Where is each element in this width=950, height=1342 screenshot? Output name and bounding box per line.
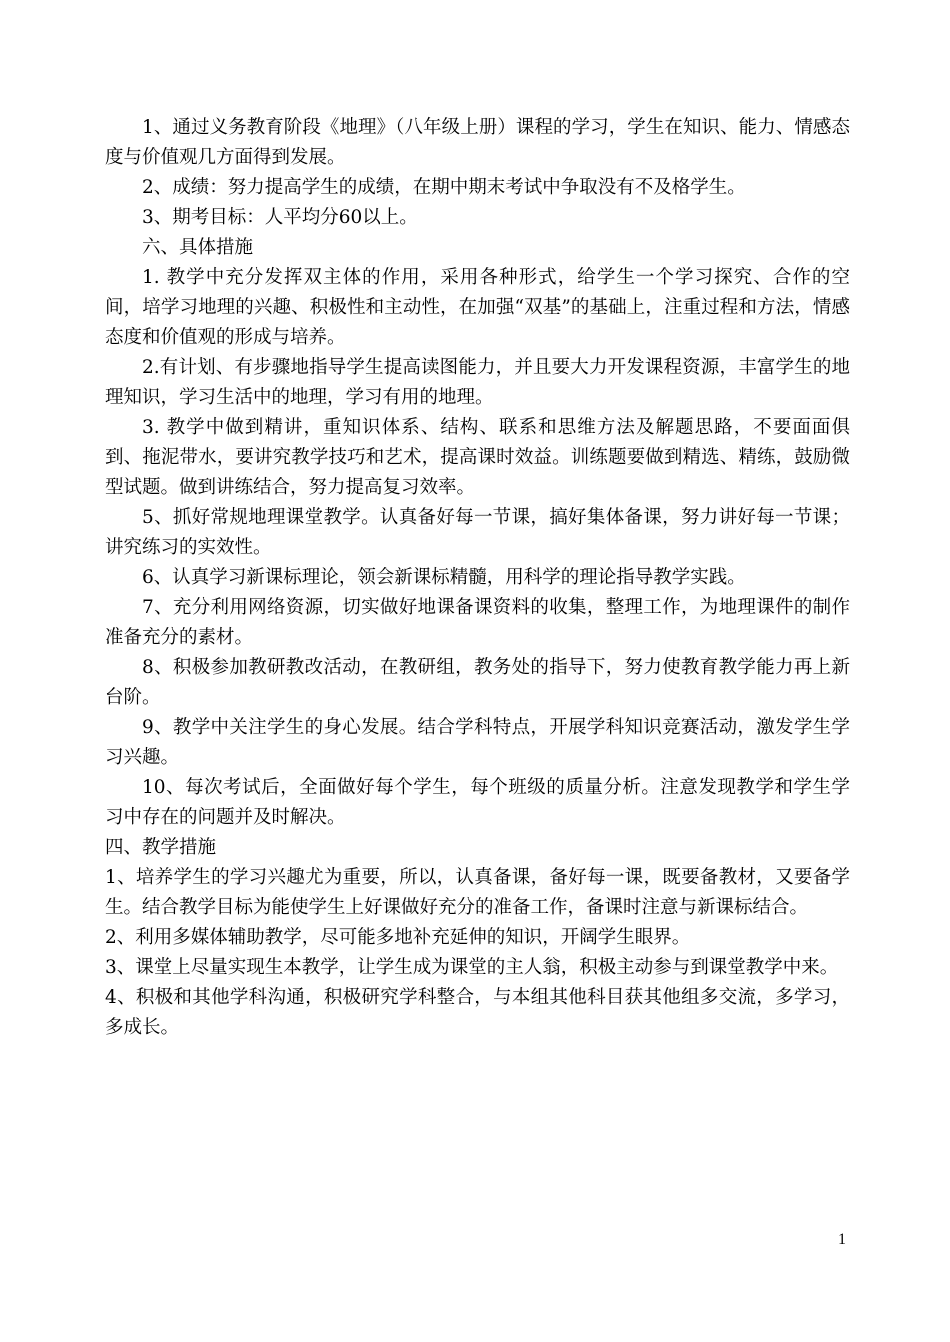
paragraph-measure-6: 6、认真学习新课标理论，领会新课标精髓，用科学的理论指导教学实践。 [142, 567, 746, 588]
paragraph-teaching-2: 2、利用多媒体辅助教学，尽可能多地补充延伸的知识，开阔学生眼界。 [105, 927, 691, 948]
paragraph-measure-8: 8、积极参加教研教改活动，在教研组，教务处的指导下，努力使教育教学能力再上新台阶。 [105, 657, 850, 708]
paragraph-teaching-3: 3、课堂上尽量实现生本教学，让学生成为课堂的主人翁，积极主动参与到课堂教学中来。 [105, 957, 839, 978]
section-heading-specific-measures: 六、具体措施 [142, 237, 254, 258]
paragraph-teaching-4: 4、积极和其他学科沟通，积极研究学科整合，与本组其他科目获其他组多交流，多学习，多成长。 [105, 987, 850, 1038]
paragraph-measure-7: 7、充分利用网络资源，切实做好地课备课资料的收集，整理工作，为地理课件的制作准备充分的素材。 [105, 597, 850, 648]
paragraph-measure-2: 2.有计划、有步骤地指导学生提高读图能力，并且要大力开发课程资源，丰富学生的地理知识，学习生活中的地理，学习有用的地理。 [105, 357, 850, 408]
paragraph-measure-5: 5、抓好常规地理课堂教学。认真备好每一节课，搞好集体备课，努力讲好每一节课；讲究练习的实效性。 [105, 507, 850, 558]
document-body [105, 113, 850, 1043]
paragraph-measure-10: 10、每次考试后，全面做好每个学生，每个班级的质量分析。注意发现教学和学生学习中存在的问题并及时解决。 [105, 777, 850, 828]
paragraph-goal-2: 2、成绩：努力提高学生的成绩，在期中期末考试中争取没有不及格学生。 [142, 177, 746, 198]
paragraph-goal-3: 3、期考目标：人平均分60以上。 [142, 207, 418, 228]
section-heading-teaching-measures: 四、教学措施 [105, 837, 217, 858]
paragraph-teaching-1: 1、培养学生的学习兴趣尤为重要，所以，认真备课，备好每一课，既要备教材，又要备学生。结合教学目标为能使学生上好课做好充分的准备工作，备课时注意与新课标结合。 [105, 867, 850, 918]
paragraph-measure-9: 9、教学中关注学生的身心发展。结合学科特点，开展学科知识竞赛活动，激发学生学习兴趣。 [105, 717, 850, 768]
paragraph-goal-1: 1、通过义务教育阶段《地理》（八年级上册）课程的学习，学生在知识、能力、情感态度与价值观几方面得到发展。 [105, 117, 850, 168]
paragraph-measure-3: 3. 教学中做到精讲，重知识体系、结构、联系和思维方法及解题思路，不要面面俱到、拖泥带水，要讲究教学技巧和艺术，提高课时效益。训练题要做到精选、精练，鼓励微型试题。做到讲练结合，努力提高复习效率。 [105, 417, 850, 498]
paragraph-measure-1: 1. 教学中充分发挥双主体的作用，采用各种形式，给学生一个学习探究、合作的空间，培学习地理的兴趣、积极性和主动性，在加强“双基”的基础上，注重过程和方法，情感态度和价值观的形成与培养。 [105, 267, 850, 348]
page-number: 1 [838, 1231, 846, 1248]
